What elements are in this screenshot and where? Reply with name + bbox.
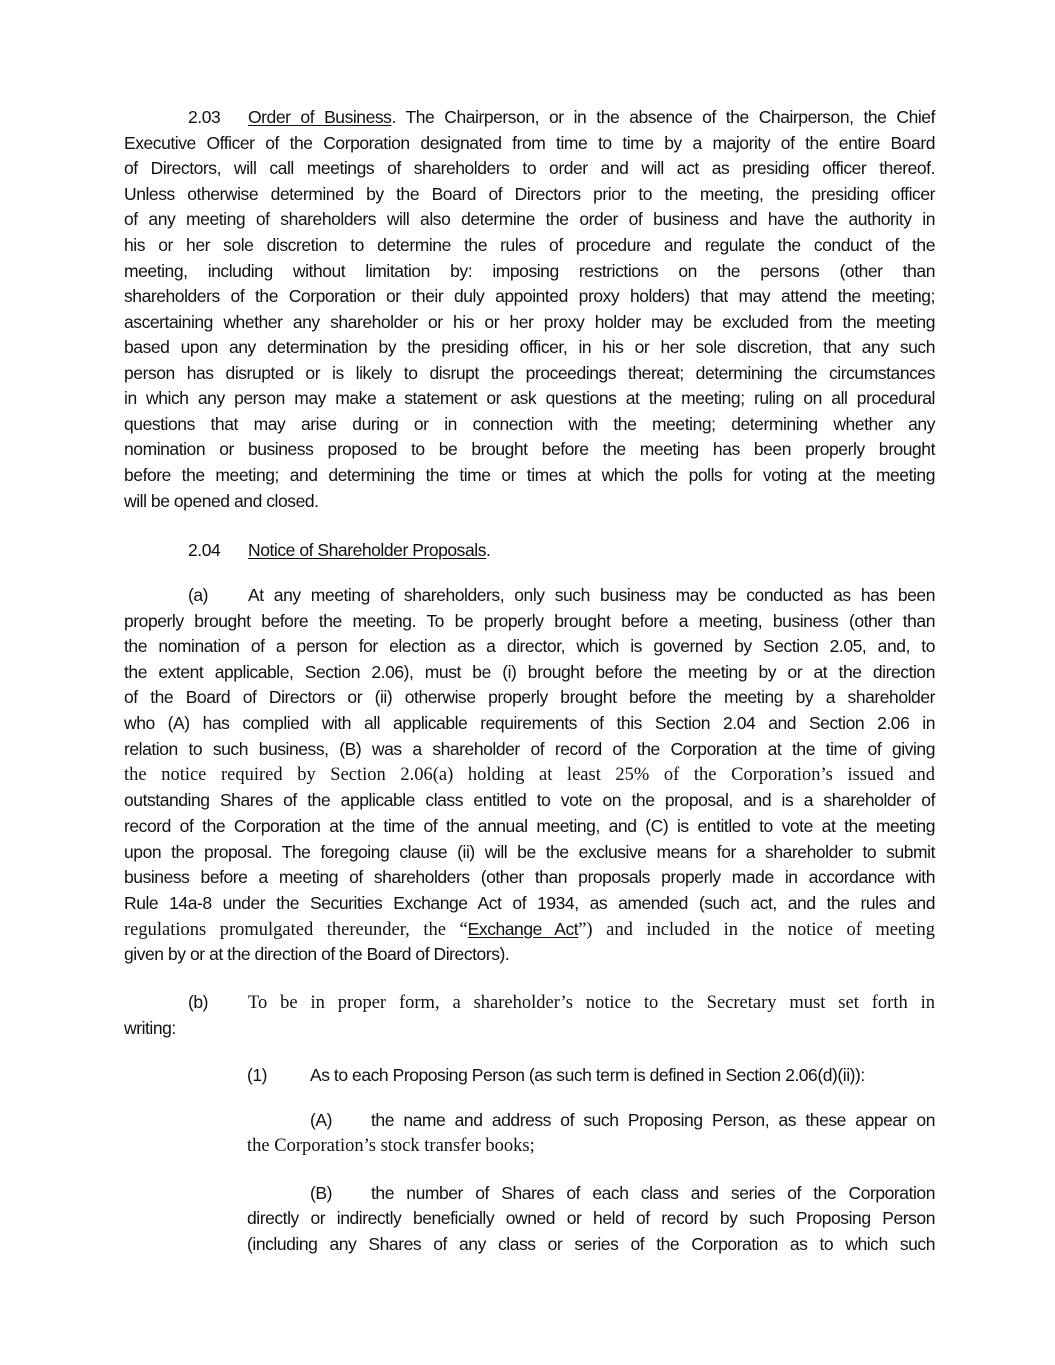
paragraph-line: of any meeting of shareholders will also determine the order of business and have the authority in	[124, 209, 935, 229]
paragraph-line: nomination or business proposed to be brought before the meeting has been properly brought	[124, 439, 935, 459]
paragraph-line: properly brought before the meeting. To be properly brought before a meeting, business (other than	[124, 611, 935, 631]
defined-term-exchange-act: Exchange Act	[467, 919, 579, 939]
paragraph-line: of the Board of Directors or (ii) otherwise properly brought before the meeting by a shareholder	[124, 687, 935, 707]
section-2-03-first-line	[124, 104, 935, 130]
paragraph-line: before the meeting; and determining the time or times at which the polls for voting at the meeting	[124, 465, 935, 485]
item-text: the name and address of such Proposing Person, as these appear on	[371, 1110, 935, 1130]
paragraph-line: upon the proposal. The foregoing clause (ii) will be the exclusive means for a shareholder to submit	[124, 842, 935, 862]
paragraph-line: who (A) has complied with all applicable requirements of this Section 2.04 and Section 2.06 in	[124, 713, 935, 733]
section-number: 2.03	[188, 107, 221, 127]
item-1-line	[247, 1062, 935, 1088]
item-b-first-line	[247, 1180, 935, 1206]
paragraph-line: of Directors, will call meetings of shareholders to order and will act as presiding officer thereof.	[124, 158, 935, 178]
item-label: (1)	[247, 1065, 268, 1085]
paragraph-line: relation to such business, (B) was a shareholder of record of the Corporation at the time of giving	[124, 739, 935, 759]
exchange-act-line	[124, 916, 935, 942]
section-number: 2.04	[188, 540, 221, 560]
paragraph-a-first-line	[124, 582, 935, 608]
paragraph-line: meeting, including without limitation by: imposing restrictions on the persons (other than	[124, 261, 935, 281]
paragraph-b-first-line	[124, 989, 935, 1015]
paragraph-line: record of the Corporation at the time of the annual meeting, and (C) is entitled to vote at the meeting	[124, 816, 935, 836]
item-label: (A)	[310, 1110, 332, 1130]
paragraph-line: based upon any determination by the presiding officer, in his or her sole discretion, that any such	[124, 337, 935, 357]
paragraph-line: outstanding Shares of the applicable class entitled to vote on the proposal, and is a shareholder of	[124, 790, 935, 810]
item-line: the Corporation’s stock transfer books;	[247, 1136, 535, 1156]
item-line: directly or indirectly beneficially owned or held of record by such Proposing Person	[247, 1208, 935, 1228]
paragraph-line: questions that may arise during or in connection with the meeting; determining whether any	[124, 414, 935, 434]
item-text: As to each Proposing Person (as such term is defined in Section 2.06(d)(ii)):	[310, 1065, 865, 1085]
paragraph-line: shareholders of the Corporation or their duly appointed proxy holders) that may attend the meeting;	[124, 286, 935, 306]
paragraph-line: Unless otherwise determined by the Board of Directors prior to the meeting, the presiding officer	[124, 184, 935, 204]
heading-period: .	[486, 540, 491, 560]
paragraph-line: will be opened and closed.	[124, 491, 319, 511]
section-2-04-heading-line	[124, 537, 935, 563]
paragraph-line: Executive Officer of the Corporation designated from time to time by a majority of the entire Board	[124, 133, 935, 153]
paragraph-label: (b)	[188, 992, 209, 1012]
section-heading: Notice of Shareholder Proposals	[248, 540, 486, 560]
paragraph-text: regulations promulgated thereunder, the “	[124, 920, 468, 940]
item-line: (including any Shares of any class or series of the Corporation as to which such	[247, 1234, 935, 1254]
paragraph-label: (a)	[188, 585, 209, 605]
paragraph-text: To be in proper form, a shareholder’s notice to the Secretary must set forth in	[248, 993, 935, 1013]
paragraph-line: the notice required by Section 2.06(a) holding at least 25% of the Corporation’s issued and	[124, 765, 935, 785]
paragraph-line: given by or at the direction of the Board of Directors).	[124, 944, 510, 964]
paragraph-line: the nomination of a person for election as a director, which is governed by Section 2.05, and, to	[124, 636, 935, 656]
item-a-first-line	[247, 1107, 935, 1133]
paragraph-text: . The Chairperson, or in the absence of the Chairperson, the Chief	[391, 107, 935, 127]
paragraph-line: his or her sole discretion to determine the rules of procedure and regulate the conduct of the	[124, 235, 935, 255]
paragraph-line: the extent applicable, Section 2.06), must be (i) brought before the meeting by or at the direction	[124, 662, 935, 682]
item-label: (B)	[310, 1183, 332, 1203]
paragraph-line: business before a meeting of shareholders (other than proposals properly made in accordance with	[124, 867, 935, 887]
paragraph-text: At any meeting of shareholders, only such business may be conducted as has been	[248, 585, 935, 605]
paragraph-line: ascertaining whether any shareholder or his or her proxy holder may be excluded from the meeting	[124, 312, 935, 332]
paragraph-text: ”) and included in the notice of meeting	[578, 920, 936, 940]
item-text: the number of Shares of each class and series of the Corporation	[371, 1183, 935, 1203]
section-heading: Order of Business	[248, 107, 392, 127]
paragraph-line: person has disrupted or is likely to disrupt the proceedings thereat; determining the circumstances	[124, 363, 935, 383]
paragraph-line: writing:	[124, 1018, 176, 1038]
paragraph-line: Rule 14a-8 under the Securities Exchange Act of 1934, as amended (such act, and the rules and	[124, 893, 935, 913]
paragraph-line: in which any person may make a statement or ask questions at the meeting; ruling on all procedural	[124, 388, 935, 408]
